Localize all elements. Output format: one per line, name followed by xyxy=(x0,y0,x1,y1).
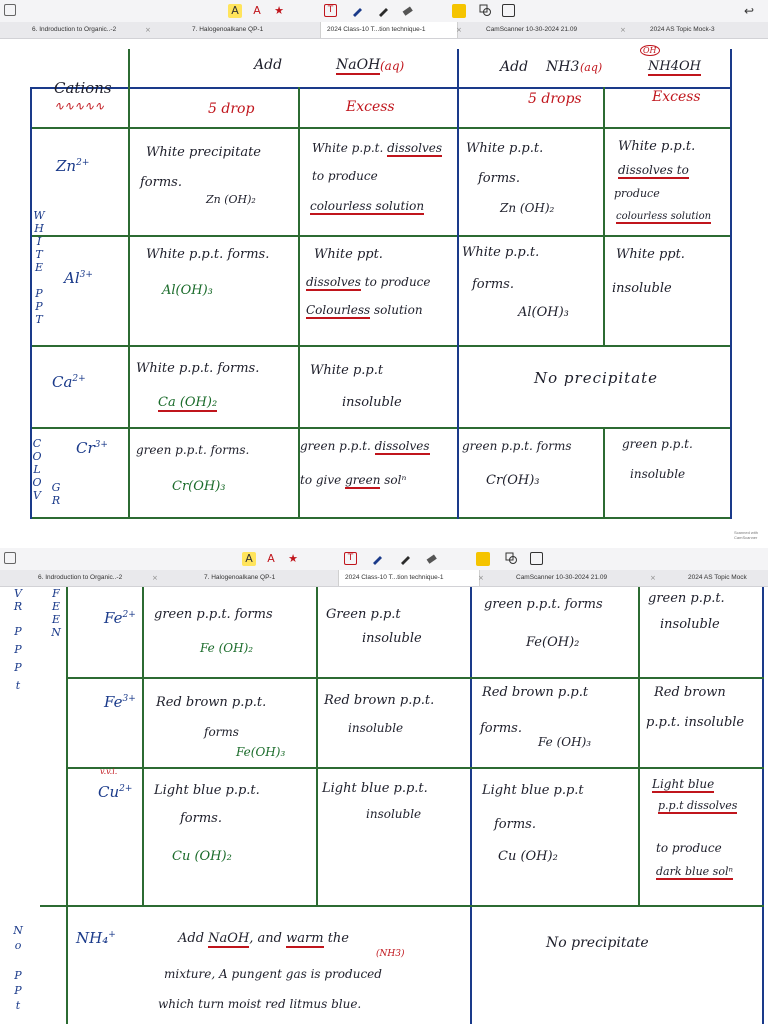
star-icon[interactable]: ★ xyxy=(288,552,298,565)
tab-organic[interactable]: 6. Indroduction to Organic..-2 xyxy=(32,26,117,33)
scan-page-2 xyxy=(0,587,768,1024)
text-box-icon[interactable]: T xyxy=(324,4,337,17)
zn-nh3-drop-formula: Zn (OH)₂ xyxy=(500,201,555,215)
cr-naoh-drop-line1: green p.p.t. forms. xyxy=(136,443,250,457)
cr-nh3-excess-line2: insoluble xyxy=(630,467,686,481)
close-icon[interactable]: × xyxy=(478,574,484,582)
highlight-text-icon[interactable]: A xyxy=(228,4,242,18)
naoh-aq: (aq) xyxy=(380,59,405,73)
tab-camscanner[interactable]: CamScanner 10-30-2024 21.09 xyxy=(486,26,578,33)
no-ppt-label: N o P P t xyxy=(13,924,23,1012)
zn-nh3-excess-line4: colourless solution xyxy=(616,211,712,222)
green-label: F E E N xyxy=(51,587,61,639)
al-nh3-drop-line2: forms. xyxy=(472,277,514,292)
ca-naoh-excess-line2: insoluble xyxy=(342,395,402,410)
zn-nh3-drop-line1: White p.p.t. xyxy=(466,141,544,156)
zn-nh3-excess-line1: White p.p.t. xyxy=(618,139,696,154)
fe2-naoh-drop-line1: green p.p.t. forms xyxy=(154,607,273,622)
white-ppt-label: W H I T E P P T xyxy=(33,209,45,326)
close-icon[interactable]: × xyxy=(650,574,656,582)
undo-icon[interactable]: ↩ xyxy=(743,4,755,18)
nh4-nh3-result: No precipitate xyxy=(546,935,649,951)
cu-naoh-drop-line1: Light blue p.p.t. xyxy=(154,783,260,798)
zn-nh3-excess-line3: produce xyxy=(614,187,660,200)
excess-naoh: Excess xyxy=(346,99,395,115)
cr-naoh-excess-line2: to give green solⁿ xyxy=(300,473,407,487)
naoh-add-label: Add xyxy=(254,57,283,73)
close-icon[interactable]: × xyxy=(620,26,626,34)
fe2-nh3-excess-line2: insoluble xyxy=(660,617,720,632)
shapes-icon[interactable] xyxy=(504,552,518,566)
cu-nh3-drop-line2: forms. xyxy=(494,817,536,832)
cu-nh3-excess-line4: dark blue solⁿ xyxy=(656,865,733,878)
nh4-naoh-line1: Add NaOH, and warm the xyxy=(178,931,349,946)
text-box-icon[interactable]: T xyxy=(344,552,357,565)
nh3-aq: (aq) xyxy=(580,61,603,74)
cation-zn: $Zn^{2+}$ xyxy=(56,157,90,175)
pen-blue-icon[interactable] xyxy=(370,553,384,567)
fe3-nh3-drop-line2: forms. xyxy=(480,721,522,736)
cu-naoh-excess-line1: Light blue p.p.t. xyxy=(322,781,428,796)
nh3-add-label: Add xyxy=(500,59,529,75)
fe3-nh3-excess-line2: p.p.t. insoluble xyxy=(646,715,745,730)
tab-halogenoalkane[interactable]: 7. Halogenoalkane QP-1 xyxy=(192,26,264,33)
nh3-formula: NH3 xyxy=(546,59,580,75)
fe2-naoh-drop-formula: Fe (OH)₂ xyxy=(200,641,254,655)
cation-cu: $Cu^{2+}$ xyxy=(98,783,133,801)
nh4oh-formula: NH4OH xyxy=(648,59,701,74)
nh4oh-note: OH xyxy=(640,45,660,56)
top-toolbar xyxy=(0,0,768,22)
fe3-naoh-excess-line1: Red brown p.p.t. xyxy=(324,693,435,708)
cation-ca: $Ca^{2+}$ xyxy=(52,373,86,391)
cation-cr: $Cr^{3+}$ xyxy=(76,439,108,457)
al-nh3-excess-line1: White ppt. xyxy=(616,247,685,262)
cation-nh4: NH₄+ xyxy=(76,929,116,947)
pen-blue-icon[interactable] xyxy=(350,5,364,19)
pen-dark-icon[interactable] xyxy=(398,553,412,567)
fe2-nh3-excess-line1: green p.p.t. xyxy=(648,591,725,606)
fe2-naoh-excess-line1: Green p.p.t xyxy=(326,607,401,622)
cu-nh3-excess-line1: Light blue xyxy=(652,777,715,791)
close-icon[interactable]: × xyxy=(145,26,151,34)
fe3-nh3-drop-line1: Red brown p.p.t xyxy=(482,685,589,700)
highlight-text-icon[interactable]: A xyxy=(242,552,256,566)
star-icon[interactable]: ★ xyxy=(274,4,284,17)
nh4-naoh-line3: which turn moist red litmus blue. xyxy=(158,997,362,1011)
signature-icon[interactable] xyxy=(502,4,515,17)
eraser-icon[interactable] xyxy=(424,553,438,567)
al-nh3-drop-line1: White p.p.t. xyxy=(462,245,540,260)
fe3-naoh-excess-line2: insoluble xyxy=(348,721,404,735)
tab-bar xyxy=(0,22,768,39)
cu-nh3-excess-line3: to produce xyxy=(656,841,722,855)
cu-nh3-excess-line2: p.p.t dissolves xyxy=(658,799,738,812)
drop5-nh3: 5 drops xyxy=(528,91,582,107)
zn-naoh-drop-line1: White precipitate xyxy=(146,145,261,160)
sidebar-toggle-icon[interactable] xyxy=(4,4,16,16)
cr-nh3-drop-formula: Cr(OH)₃ xyxy=(486,473,540,488)
cu-naoh-drop-formula: Cu (OH)₂ xyxy=(172,849,232,864)
fe3-naoh-drop-line1: Red brown p.p.t. xyxy=(156,695,267,710)
cations-header: Cations xyxy=(54,79,112,97)
gr-label: G R xyxy=(51,481,61,507)
cr-naoh-drop-formula: Cr(OH)₃ xyxy=(172,479,226,494)
tab-class10[interactable]: 2024 Class-10 T...tion technique-1 xyxy=(338,570,480,586)
comment-icon[interactable] xyxy=(476,552,490,566)
ppt-label: P P P t xyxy=(14,625,22,692)
tab-camscanner[interactable]: CamScanner 10-30-2024 21.09 xyxy=(516,574,608,581)
cu-naoh-excess-line2: insoluble xyxy=(366,807,422,821)
zn-naoh-drop-line2: forms. xyxy=(140,175,182,190)
cu-vvi-note: v.v.i. xyxy=(100,767,118,776)
cations-underline: ∿∿∿∿∿ xyxy=(54,99,105,113)
al-naoh-excess-line1: White ppt. xyxy=(314,247,383,262)
top-toolbar-2 xyxy=(0,548,768,570)
tab-mock[interactable]: 2024 AS Topic Mock xyxy=(688,574,747,581)
excess-nh3: Excess xyxy=(652,89,701,105)
tab-halogenoalkane[interactable]: 7. Halogenoalkane QP-1 xyxy=(204,574,276,581)
comment-icon[interactable] xyxy=(452,4,466,18)
tab-mock[interactable]: 2024 AS Topic Mock-3 xyxy=(650,26,715,33)
zn-nh3-excess-line2: dissolves to xyxy=(618,163,689,177)
al-naoh-excess-line2: dissolves to produce xyxy=(306,275,431,289)
nh4-naoh-line2: mixture, A pungent gas is produced xyxy=(164,967,382,981)
cation-al: $Al^{3+}$ xyxy=(64,269,93,287)
fe3-naoh-drop-line2: forms xyxy=(204,725,239,739)
tab-class10[interactable]: 2024 Class-10 T...tion technique-1 xyxy=(320,22,458,38)
fe2-nh3-drop-formula: Fe(OH)₂ xyxy=(526,635,580,650)
shapes-icon[interactable] xyxy=(478,4,492,18)
fe3-nh3-drop-formula: Fe (OH)₃ xyxy=(538,735,592,749)
cu-nh3-drop-line1: Light blue p.p.t xyxy=(482,783,584,798)
text-color-icon[interactable]: A xyxy=(267,552,275,565)
eraser-icon[interactable] xyxy=(400,5,414,19)
text-color-icon[interactable]: A xyxy=(253,4,261,17)
fe2-nh3-drop-line1: green p.p.t. forms xyxy=(484,597,603,612)
al-naoh-excess-line3: Colourless solution xyxy=(306,303,423,317)
close-icon[interactable]: × xyxy=(456,26,462,34)
zn-naoh-excess-line2: to produce xyxy=(312,169,378,183)
zn-nh3-drop-line2: forms. xyxy=(478,171,520,186)
naoh-formula: NaOH xyxy=(336,57,381,73)
zn-naoh-excess-line3: colourless solution xyxy=(310,199,425,213)
cu-naoh-drop-line2: forms. xyxy=(180,811,222,826)
al-naoh-drop-formula: Al(OH)₃ xyxy=(162,283,213,298)
al-naoh-drop-line1: White p.p.t. forms. xyxy=(146,247,270,262)
tab-organic[interactable]: 6. Indroduction to Organic..-2 xyxy=(38,574,123,581)
ca-naoh-drop-line1: White p.p.t. forms. xyxy=(136,361,260,376)
ca-nh3-result: No precipitate xyxy=(534,369,659,387)
colour-label-2: V R xyxy=(13,587,23,613)
sidebar-toggle-icon[interactable] xyxy=(4,552,16,564)
cr-nh3-excess-line1: green p.p.t. xyxy=(622,437,693,451)
cu-nh3-drop-formula: Cu (OH)₂ xyxy=(498,849,558,864)
tab-bar-2 xyxy=(0,570,768,587)
zn-naoh-excess-line1: White p.p.t. dissolves xyxy=(312,141,443,155)
pen-dark-icon[interactable] xyxy=(376,5,390,19)
fe2-naoh-excess-line2: insoluble xyxy=(362,631,422,646)
drop5-naoh: 5 drop xyxy=(208,101,255,117)
cr-naoh-excess-line1: green p.p.t. dissolves xyxy=(300,439,430,453)
cation-fe2: $Fe^{2+}$ xyxy=(104,609,136,627)
ca-naoh-excess-line1: White p.p.t xyxy=(310,363,384,378)
nh4-gas-note: (NH3) xyxy=(376,949,405,959)
camscanner-watermark: Scanned with CamScanner xyxy=(734,530,759,540)
signature-icon[interactable] xyxy=(530,552,543,565)
fe3-naoh-drop-formula: Fe(OH)₃ xyxy=(236,745,286,759)
fe3-nh3-excess-line1: Red brown xyxy=(654,685,726,700)
scan-page-1 xyxy=(0,39,768,529)
al-nh3-excess-line2: insoluble xyxy=(612,281,672,296)
colour-label: C O L O V xyxy=(32,437,42,502)
ca-naoh-drop-formula: Ca (OH)₂ xyxy=(158,395,218,410)
cr-nh3-drop-line1: green p.p.t. forms xyxy=(462,439,572,453)
al-nh3-drop-formula: Al(OH)₃ xyxy=(518,305,569,320)
cation-fe3: $Fe^{3+}$ xyxy=(104,693,136,711)
zn-naoh-drop-formula: Zn (OH)₂ xyxy=(206,193,256,206)
close-icon[interactable]: × xyxy=(152,574,158,582)
